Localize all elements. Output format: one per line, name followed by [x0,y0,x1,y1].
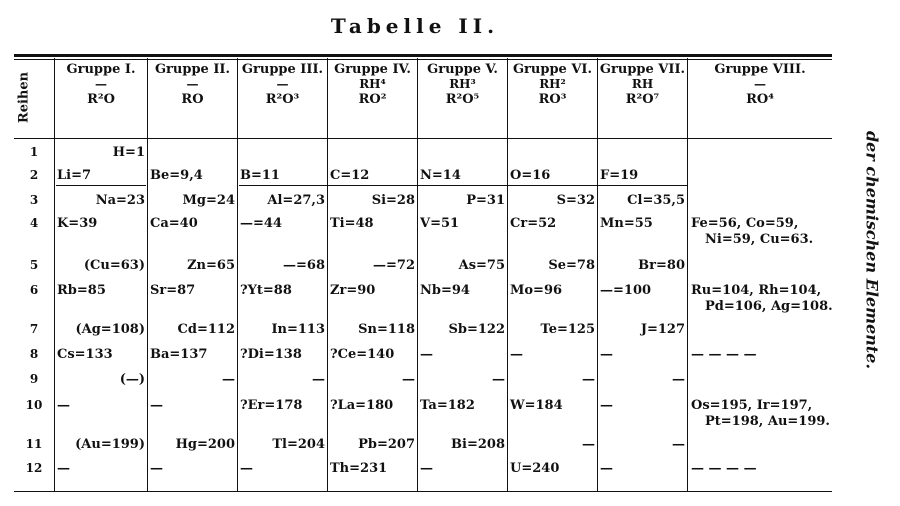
element-cell: Pb=207 [358,437,415,452]
element-cell: ?Ce=140 [330,347,395,362]
element-cell: Si=28 [371,193,415,208]
row-number: 2 [29,168,39,182]
group-oxide: RO³ [538,92,567,107]
group-name: Gruppe II. [154,62,231,77]
element-cell: Cs=133 [57,347,113,362]
group-hydride: RH³ [449,77,476,91]
element-cell: Cd=112 [177,322,235,337]
element-cell: Zn=65 [187,258,235,273]
element-cell: — [600,461,613,476]
group-name: Gruppe IV. [334,62,411,77]
element-cell: — [600,347,613,362]
element-cell: C=12 [330,168,370,183]
element-cell: —=72 [373,258,415,273]
table-title: Tabelle II. [330,14,500,38]
element-cell: Os=195, Ir=197, [691,398,813,413]
element-cell: — [672,437,685,452]
element-cell: — [57,398,70,413]
element-cell: N=14 [420,168,461,183]
element-cell-continuation: Pt=198, Au=199. [705,414,830,429]
element-cell: U=240 [510,461,560,476]
element-cell: Th=231 [330,461,388,476]
row-number: 5 [29,258,39,272]
element-cell: —=100 [600,283,652,298]
row-separator [56,185,146,186]
column-divider [327,58,328,492]
row-number: 9 [29,372,39,386]
element-cell: Sr=87 [150,283,196,298]
element-cell: — [312,372,325,387]
row-number: 4 [29,216,39,230]
group-hydride: RH⁴ [359,77,386,91]
element-cell: Be=9,4 [150,168,203,183]
element-cell: — [582,372,595,387]
group-header-1 [56,62,146,107]
row-number: 7 [29,322,39,336]
group-name: Gruppe I. [66,62,136,77]
element-cell: Fe=56, Co=59, [691,216,799,231]
element-cell: —=68 [283,258,325,273]
element-cell: — [402,372,415,387]
element-cell: Ta=182 [420,398,475,413]
side-caption: der chemischen Elemente. [862,130,882,370]
reihen-header: Reihen [16,71,32,124]
group-header-3 [238,62,327,107]
group-oxide: R²O [87,92,115,107]
element-cell: Na=23 [95,193,145,208]
group-hydride: — [276,77,289,91]
element-cell: Tl=204 [272,437,325,452]
element-cell: H=1 [112,145,145,160]
column-divider [54,58,55,492]
element-cell: V=51 [420,216,460,231]
element-cell: Li=7 [57,168,92,183]
element-cell: Br=80 [638,258,685,273]
element-cell: W=184 [510,398,563,413]
column-divider [507,58,508,492]
element-cell: Hg=200 [175,437,235,452]
row-number: 11 [25,437,43,451]
element-cell: P=31 [466,193,505,208]
row-number: 1 [29,145,39,159]
element-cell: Ba=137 [150,347,208,362]
element-cell: F=19 [600,168,639,183]
element-cell: Nb=94 [420,283,470,298]
element-cell: As=75 [458,258,505,273]
element-cell: —=44 [240,216,282,231]
element-cell: — [222,372,235,387]
row-number: 3 [29,193,39,207]
element-cell: Mg=24 [182,193,235,208]
element-cell: ?Di=138 [240,347,302,362]
element-cell: S=32 [556,193,595,208]
element-cell: Cl=35,5 [627,193,685,208]
element-cell: B=11 [240,168,280,183]
element-cell: Ti=48 [330,216,374,231]
group-name: Gruppe V. [427,62,498,77]
element-cell: Sb=122 [448,322,505,337]
column-divider [417,58,418,492]
row-number: 6 [29,283,39,297]
element-cell: Te=125 [540,322,595,337]
element-cell: (Cu=63) [83,258,145,273]
group-hydride: — [95,77,107,91]
element-cell: — [57,461,70,476]
column-divider [597,58,598,492]
group-oxide: R²O⁷ [625,92,660,107]
top-rule-thin [14,59,832,60]
element-cell: — [492,372,505,387]
element-cell: — [150,461,163,476]
group-hydride: RH [631,77,654,91]
element-cell: — [672,372,685,387]
element-cell: — — — — [691,461,757,476]
row-number: 8 [29,347,39,361]
column-divider [237,58,238,492]
top-rule-thick [14,54,832,57]
element-cell-continuation: Pd=106, Ag=108. [705,299,833,314]
element-cell: Zr=90 [330,283,376,298]
column-divider [147,58,148,492]
element-cell: Cr=52 [510,216,557,231]
element-cell: — [582,437,595,452]
element-cell: In=113 [271,322,325,337]
group-header-7 [598,62,687,107]
element-cell: O=16 [510,168,551,183]
group-name: Gruppe VIII. [714,62,806,77]
element-cell: K=39 [57,216,98,231]
group-hydride: — [754,77,766,91]
row-number: 10 [25,398,43,412]
group-oxide: R²O⁵ [445,92,480,107]
element-cell: Ru=104, Rh=104, [691,283,822,298]
element-cell: ?Er=178 [240,398,303,413]
element-cell: Al=27,3 [267,193,325,208]
group-hydride: RH² [539,77,566,91]
row-number: 12 [25,461,43,475]
element-cell: — [240,461,253,476]
element-cell-continuation: Ni=59, Cu=63. [705,232,814,247]
group-oxide: RO² [358,92,387,107]
element-cell: — — — — [691,347,757,362]
element-cell: Bi=208 [451,437,505,452]
bottom-rule [14,491,832,492]
group-header-6 [508,62,597,107]
element-cell: (—) [119,372,145,387]
element-cell: Sn=118 [358,322,415,337]
group-name: Gruppe VI. [512,62,593,77]
group-oxide: R²O³ [265,92,300,107]
group-name: Gruppe VII. [599,62,686,77]
column-divider [687,58,688,492]
group-name: Gruppe III. [241,62,324,77]
element-cell: ?La=180 [330,398,394,413]
element-cell: — [150,398,163,413]
element-cell: (Au=199) [75,437,145,452]
group-header-2 [148,62,237,107]
element-cell: Rb=85 [57,283,106,298]
element-cell: Mo=96 [510,283,563,298]
element-cell: Mn=55 [600,216,653,231]
element-cell: ?Yt=88 [240,283,292,298]
group-oxide: RO [181,92,204,107]
group-header-4 [328,62,417,107]
element-cell: — [420,461,433,476]
group-header-8 [688,62,832,107]
row-separator [239,185,687,186]
group-hydride: — [186,77,199,91]
element-cell: Ca=40 [150,216,198,231]
header-rule [14,138,832,139]
element-cell: — [420,347,433,362]
element-cell: J=127 [640,322,685,337]
element-cell: — [510,347,523,362]
element-cell: (Ag=108) [75,322,145,337]
element-cell: Se=78 [548,258,595,273]
group-header-5 [418,62,507,107]
group-oxide: RO⁴ [746,92,774,107]
element-cell: — [600,398,613,413]
